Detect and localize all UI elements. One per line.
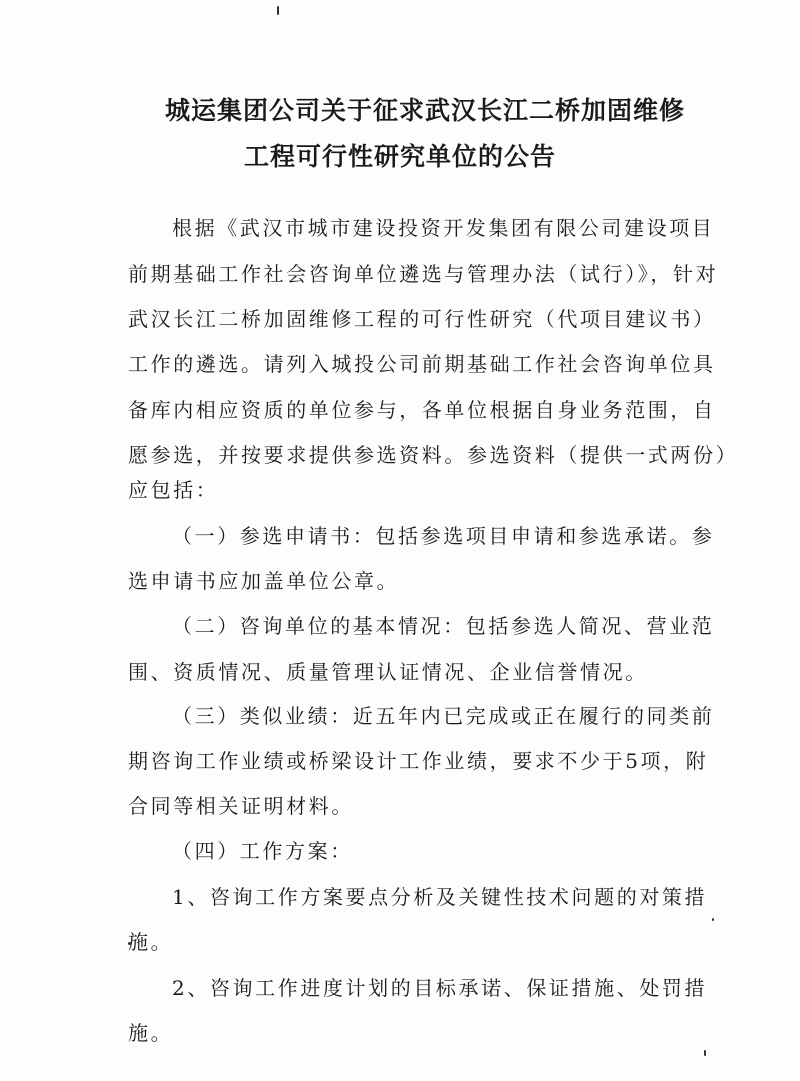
scan-speck <box>277 6 279 15</box>
scan-speck <box>712 918 714 921</box>
body-line: 施。 <box>128 930 174 954</box>
body-line: 施。 <box>128 1021 174 1045</box>
body-line: 根据《武汉市城市建设投资开发集团有限公司建设项目 <box>172 216 715 240</box>
body-line: （二）咨询单位的基本情况：包括参选人简况、营业范 <box>172 614 715 638</box>
body-line: 合同等相关证明材料。 <box>128 794 354 818</box>
notice-title-line-1: 城运集团公司关于征求武汉长江二桥加固维修 <box>164 96 685 125</box>
body-line: 工作的遴选。请列入城投公司前期基础工作社会咨询单位具 <box>128 352 716 376</box>
body-line: 前期基础工作社会咨询单位遴选与管理办法（试行）》，针对 <box>128 262 719 286</box>
body-line: 备库内相应资质的单位参与，各单位根据自身业务范围，自 <box>128 398 716 422</box>
body-line: 选申请书应加盖单位公章。 <box>128 569 400 593</box>
body-line: 应包括： <box>128 478 219 502</box>
body-line: 2、咨询工作进度计划的目标承诺、保证措施、处罚措 <box>172 976 708 1000</box>
body-line: 愿参选，并按要求提供参选资料。参选资料（提供一式两份） <box>128 443 739 467</box>
body-line: 武汉长江二桥加固维修工程的可行性研究（代项目建议书） <box>128 307 716 331</box>
body-line: （一）参选申请书：包括参选项目申请和参选承诺。参 <box>172 524 715 548</box>
body-line: 期咨询工作业绩或桥梁设计工作业绩，要求不少于5项，附 <box>128 749 709 773</box>
body-line: 1、咨询工作方案要点分析及关键性技术问题的对策措 <box>172 885 708 909</box>
body-line: （四）工作方案： <box>172 839 353 863</box>
scan-speck <box>704 1050 706 1056</box>
notice-title-line-2: 工程可行性研究单位的公告 <box>243 142 556 171</box>
body-line: （三）类似业绩：近五年内已完成或正在履行的同类前 <box>172 704 715 728</box>
body-line: 围、资质情况、质量管理认证情况、企业信誉情况。 <box>128 660 648 684</box>
